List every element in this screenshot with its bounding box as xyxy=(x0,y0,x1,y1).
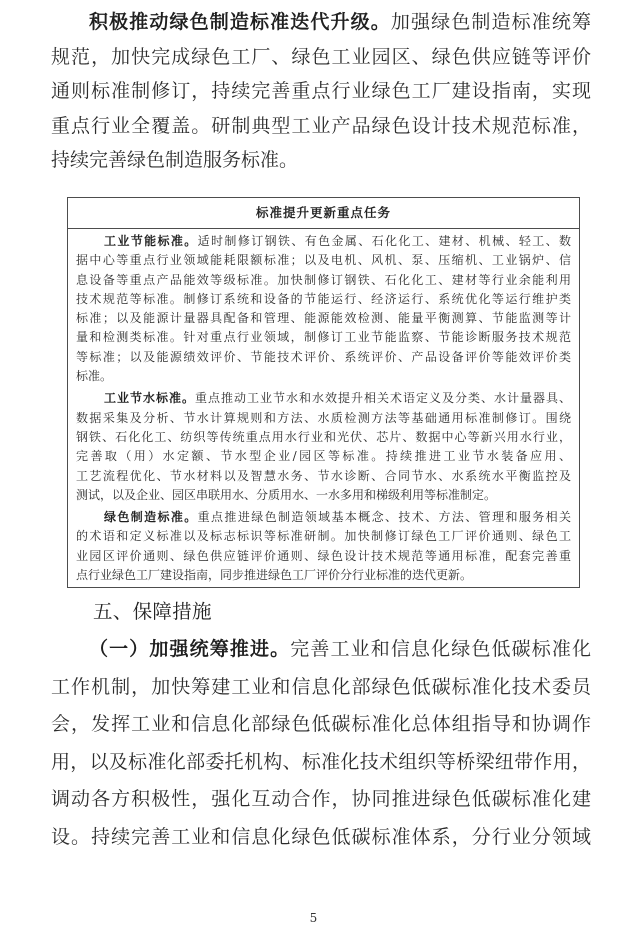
text-line: 用，以及标准化部委托机构、标准化技术组织等桥梁纽带作用， xyxy=(51,750,591,773)
text-line: 息设备等重点产品能效等级标准。加快制修订钢铁、石化化工、建材等行业余能利用 xyxy=(76,272,571,287)
text-line: 工作机制，加快筹建工业和信息化部绿色低碳标准化技术委员 xyxy=(51,675,591,698)
text-line: 标准；以及能源计量器具配备和管理、能源能效检测、能量平衡测算、节能监测等计 xyxy=(76,311,571,326)
paragraph-lead: 积极推动绿色制造标准迭代升级。 xyxy=(89,11,391,33)
task-box xyxy=(67,197,580,588)
text-line: 工艺流程优化、节水材料以及智慧水务、节水诊断、合同节水、水系统水平衡监控及 xyxy=(76,468,571,483)
paragraph-text: 加强绿色制造标准统筹 xyxy=(390,11,591,33)
text-line: 规范，加快完成绿色工厂、绿色工业园区、绿色供应链等评价 xyxy=(51,45,591,68)
text-line: 设。持续完善工业和信息化绿色低碳标准体系，分行业分领域 xyxy=(51,825,591,848)
task-box-body xyxy=(68,229,579,585)
text-line: 点行业绿色工厂建设指南，同步推进绿色工厂评价分行业标准的迭代更新。 xyxy=(76,568,473,583)
paragraph-text: 重点推进绿色制造领域基本概念、技术、方法、管理和服务相关 xyxy=(197,510,571,525)
paragraph-first-line xyxy=(76,232,571,251)
intro-paragraph xyxy=(51,5,591,178)
text-line: 通则标准制修订，持续完善重点行业绿色工厂建设指南，实现 xyxy=(51,80,591,102)
text-line: 据中心等重点行业领域能耗限额标准；以及电机、风机、泵、压缩机、工业锅炉、信 xyxy=(76,253,571,268)
paragraph-first-line xyxy=(76,389,571,408)
text-line: 业园区评价通则、绿色供应链评价通则、绿色设计技术规范等通用标准，配套完善重 xyxy=(76,548,571,563)
text-line: 持续完善绿色制造服务标准。 xyxy=(51,149,299,171)
task-section-energy xyxy=(76,232,571,386)
text-line: 完善取（用）水定额、节水型企业/园区等标准。持续推进工业节水装备应用、 xyxy=(76,449,571,464)
paragraph-first-line xyxy=(51,631,591,669)
text-line: 数据采集及分析、节水计算规则和方法、水质检测方法等基础通用标准制修订。围绕 xyxy=(76,410,571,425)
paragraph-text: 重点推动工业节水和水效提升相关术语定义及分类、水计量器具、 xyxy=(195,391,571,406)
text-line: 会，发挥工业和信息化部绿色低碳标准化总体组指导和协调作 xyxy=(51,713,591,735)
task-section-green-manufacturing xyxy=(76,508,571,585)
task-box-title: 标准提升更新重点任务 xyxy=(68,198,579,229)
text-line: 量和检测类标准。针对重点行业领域，制修订工业节能监察、节能诊断服务技术规范 xyxy=(76,330,571,345)
paragraph-first-line xyxy=(51,5,591,40)
section-lead: 绿色制造标准。 xyxy=(104,510,198,525)
section-lead: 工业节水标准。 xyxy=(104,391,195,406)
paragraph-first-line xyxy=(76,508,571,527)
text-line: 技术规范等标准。制修订系统和设备的节能运行、经济运行、系统优化等运行维护类 xyxy=(76,291,571,306)
text-line: 钢铁、石化化工、纺织等传统重点用水行业和光伏、芯片、数据中心等新兴用水行业， xyxy=(76,429,571,444)
paragraph-lead: （一）加强统筹推进。 xyxy=(89,638,291,660)
text-line: 标准。 xyxy=(76,369,113,384)
page-number: 5 xyxy=(309,911,318,925)
text-line: 测试，以及企业、园区串联用水、分质用水、一水多用和梯级利用等标准制定。 xyxy=(76,487,497,502)
text-line: 的术语和定义标准以及标志标识等标准研制。加快制修订绿色工厂评价通则、绿色工 xyxy=(76,529,571,544)
section-lead: 工业节能标准。 xyxy=(104,234,198,248)
paragraph-text: 完善工业和信息化绿色低碳标准化 xyxy=(290,638,591,660)
measures-paragraph xyxy=(51,631,591,856)
text-line: 等标准；以及能源绩效评价、节能技术评价、系统评价、产品设备评价等能效评价类 xyxy=(76,349,571,364)
section-heading: 五、保障措施 xyxy=(93,600,212,623)
paragraph-text: 适时制修订钢铁、有色金属、石化化工、建材、机械、轻工、数 xyxy=(197,234,571,248)
task-section-water xyxy=(76,389,571,505)
text-line: 调动各方积极性，强化互动合作，协同推进绿色低碳标准化建 xyxy=(51,788,591,810)
text-line: 重点行业全覆盖。研制典型工业产品绿色设计技术规范标准， xyxy=(51,114,591,137)
